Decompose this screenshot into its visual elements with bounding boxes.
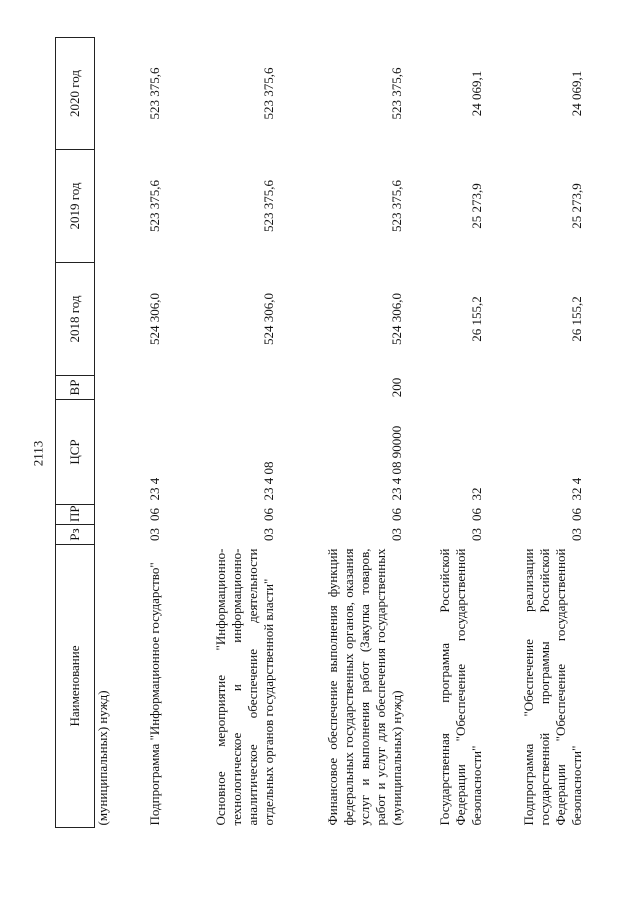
row-pr: 06 xyxy=(469,508,484,521)
row-pr xyxy=(95,505,116,525)
row-rz: 03 xyxy=(389,528,404,541)
row-2020: 523 375,6 xyxy=(147,67,162,120)
row-2018: 26 155,2 xyxy=(469,296,484,342)
row-2020: 523 375,6 xyxy=(261,67,276,120)
row-2019 xyxy=(95,150,116,263)
row-2018: 524 306,0 xyxy=(261,293,276,345)
row-rz: 03 xyxy=(147,528,162,541)
header-2019: 2019 год xyxy=(56,150,95,263)
header-name: Наименование xyxy=(56,545,95,828)
row-csr: 23 4 08 90000 xyxy=(389,425,404,501)
row-csr: 23 4 xyxy=(147,477,162,501)
row-pr: 06 xyxy=(389,508,404,521)
header-csr: ЦСР xyxy=(56,400,95,505)
row-2020: 523 375,6 xyxy=(389,67,404,120)
budget-table xyxy=(55,37,585,828)
row-2018: 524 306,0 xyxy=(389,293,404,345)
row-csr: 32 4 xyxy=(569,477,584,501)
header-2020: 2020 год xyxy=(56,38,95,150)
row-name: Подпрограмма "Информационное государство" xyxy=(147,562,162,826)
row-rz: 03 xyxy=(569,528,584,541)
row-vr xyxy=(95,376,116,400)
page-number: 2113 xyxy=(30,440,46,467)
header-rz: Рз xyxy=(56,525,95,545)
row-pr: 06 xyxy=(261,508,276,521)
row-2020 xyxy=(95,38,116,150)
row-csr: 32 xyxy=(469,487,484,501)
table-row xyxy=(485,38,585,828)
row-2019: 25 273,9 xyxy=(469,183,484,229)
row-pr: 06 xyxy=(147,508,162,521)
row-name: (муниципальных) нужд) xyxy=(95,690,110,826)
row-csr: 23 4 08 xyxy=(261,461,276,501)
row-name: Финансовое обеспечение выполнения функций федеральных государственных органов, оказания услуг и выполнения работ (Закупка товаров, работ и услуг для обеспечения государственных (муниципальных) нужд) xyxy=(325,548,404,826)
row-2020: 24 069,1 xyxy=(469,70,484,117)
table-row xyxy=(405,38,485,828)
row-2018: 524 306,0 xyxy=(147,293,162,345)
header-2018: 2018 год xyxy=(56,263,95,376)
row-vr xyxy=(115,376,163,400)
table-row xyxy=(95,38,116,828)
row-2018: 26 155,2 xyxy=(569,296,584,342)
table-row xyxy=(163,38,277,828)
header-vr: ВР xyxy=(56,376,95,400)
table-row xyxy=(277,38,405,828)
row-vr xyxy=(485,376,585,400)
row-2019: 523 375,6 xyxy=(389,180,404,232)
table-header xyxy=(56,38,95,828)
row-name: Подпрограмма "Обеспечение реализации государственной программы Российской Федерации "Обеспечение государственной безопасности" xyxy=(521,548,584,826)
row-2018 xyxy=(95,263,116,376)
row-rz: 03 xyxy=(261,528,276,541)
row-csr xyxy=(95,400,116,505)
row-rz xyxy=(95,525,116,545)
row-2019: 523 375,6 xyxy=(261,180,276,232)
row-2019: 523 375,6 xyxy=(147,180,162,232)
budget-table-sheet xyxy=(55,38,595,828)
table-row xyxy=(115,38,163,828)
row-2019: 25 273,9 xyxy=(569,183,584,229)
header-pr: ПР xyxy=(56,505,95,525)
row-2020: 24 069,1 xyxy=(569,70,584,117)
row-name: Государственная программа Российской Федерации "Обеспечение государственной безопасности" xyxy=(437,548,484,826)
row-pr: 06 xyxy=(569,508,584,521)
row-vr: 200 xyxy=(389,377,404,398)
row-vr xyxy=(163,376,277,400)
row-vr xyxy=(405,376,485,400)
row-name: Основное мероприятие "Информационно-технологическое и информационно-аналитическое обеспечение деятельности отдельных органов государственной власти" xyxy=(213,548,276,826)
row-rz: 03 xyxy=(469,528,484,541)
